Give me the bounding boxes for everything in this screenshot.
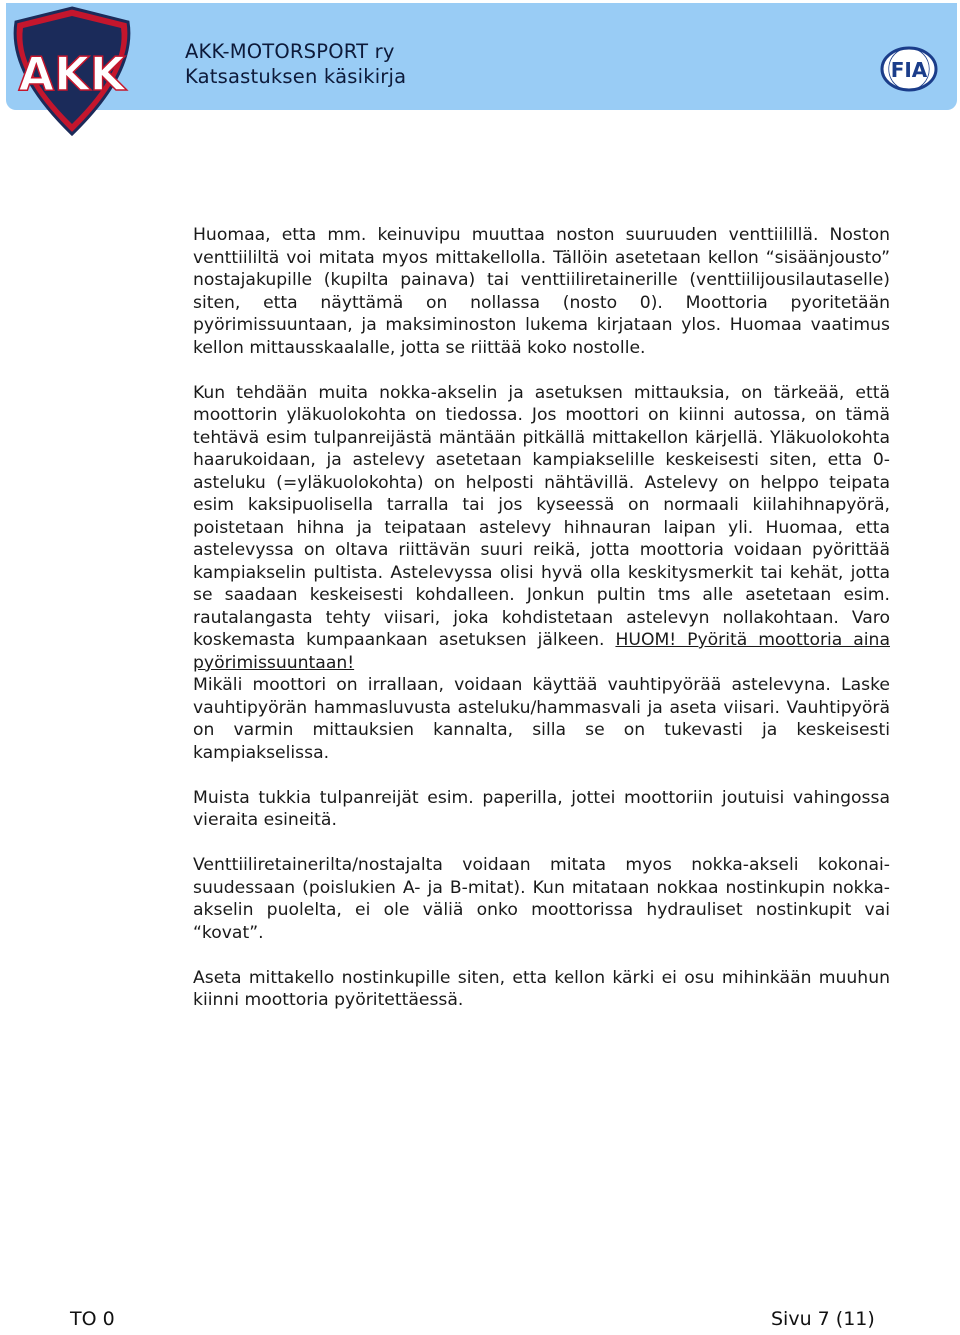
- paragraph-lift-measurement: Huomaa, etta mm. keinuvipu muuttaa noston suuruuden venttiilillä. Noston venttiililtä voi mitata myos mittakellolla. Tällöin asetetaan kellon “sisäänjousto” nostajakupille (kupilta painava) tai venttiiliretainerille (venttiilijousilautaselle) siten, etta näyttämä on nollassa (nosto 0). Moottoria pyoritetään pyörimissuuntaan, ja maksiminoston lukema kirjataan ylos. Huomaa vaatimus kellon mittausskaalalle, jotta se riittää koko nostolle.: [193, 225, 890, 358]
- fia-logo-text: FIA: [890, 58, 928, 82]
- paragraph-whole-camshaft: Venttiiliretainerilta/nostajalta voidaan mitata myos nokka-akseli kokonaisuudessaan (poislukien A- ja B-mitat). Kun mitataan nokkaa nostinkupin nokka-akselin puolelta, ei ole väliä onko moottorissa hydrauliset nostinkupit vai “kovat”.: [193, 855, 890, 943]
- footer-doc-code: TO 0: [70, 1308, 115, 1330]
- org-name: AKK-MOTORSPORT ry: [185, 40, 395, 63]
- document-title: Katsastuksen käsikirja: [185, 65, 407, 88]
- header-bar: [6, 3, 957, 110]
- footer-page-number: Sivu 7 (11): [771, 1308, 875, 1330]
- warning-rotation-direction: HUOM! Pyöritä moottoria aina pyörimissuuntaan!: [193, 630, 890, 673]
- header-text: [185, 39, 406, 89]
- paragraph-degree-wheel-text: Kun tehdään muita nokka-akselin ja asetuksen mittauksia, on tärkeää, että moottorin yläkuolokohta on tiedossa. Jos moottori on kiinni autossa, on tämä tehtävä esim tulpanreijästä mäntään pitkällä mittakellon kärjellä. Yläkuolokohta haarukoidaan, ja astelevy asetetaan kampiakselille keskeisesti siten, etta 0-asteluku (=yläkuolokohta) on helposti nähtävillä. Astelevy on helppo teipata esim kaksipuolisella tarralla tai jos kyseessä on normaali kiilahihnapyörä, poistetaan hihna ja teipataan astelevy hihnauran laipan yli. Huomaa, etta astelevyssa on oltava riittävän suuri reikä, jotta moottoria voidaan pyörittää kampiakselin pultista. Astelevyssa olisi hyvä olla keskitysmerkit tai kehät, jotta se saadaan keskeisesti kohdalleen. Jonkun pultin tms alle asetetaan esim. rautalangasta tehty viisari, joka kohdistetaan astelevyn nollakohtaan. Varo koskemasta kumpaankaan asetuksen jälkeen.: [193, 382, 890, 650]
- akk-logo-text: AKK: [18, 47, 126, 101]
- fia-logo: [879, 46, 939, 92]
- paragraph-dial-gauge: Aseta mittakello nostinkupille siten, etta kellon kärki ei osu mihinkään muuhun kiinni moottoria pyöritettäessä.: [193, 967, 890, 1010]
- page-content: [193, 224, 890, 1012]
- akk-logo: [8, 6, 136, 136]
- paragraph-degree-wheel: [193, 382, 890, 675]
- paragraph-flywheel: Mikäli moottori on irrallaan, voidaan käyttää vauhtipyörää astelevyna. Laske vauhtipyörän hammasluvusta asteluku/hammasvali ja aseta viisari. Vauhtipyörä on varmin mittauksien kannalta, silla se on tukevasti ja keskeisesti kampiakselissa.: [193, 675, 890, 763]
- paragraph-spark-plug-holes: Muista tukkia tulpanreijät esim. paperilla, jottei moottoriin joutuisi vahingossa vieraita esineitä.: [193, 787, 890, 830]
